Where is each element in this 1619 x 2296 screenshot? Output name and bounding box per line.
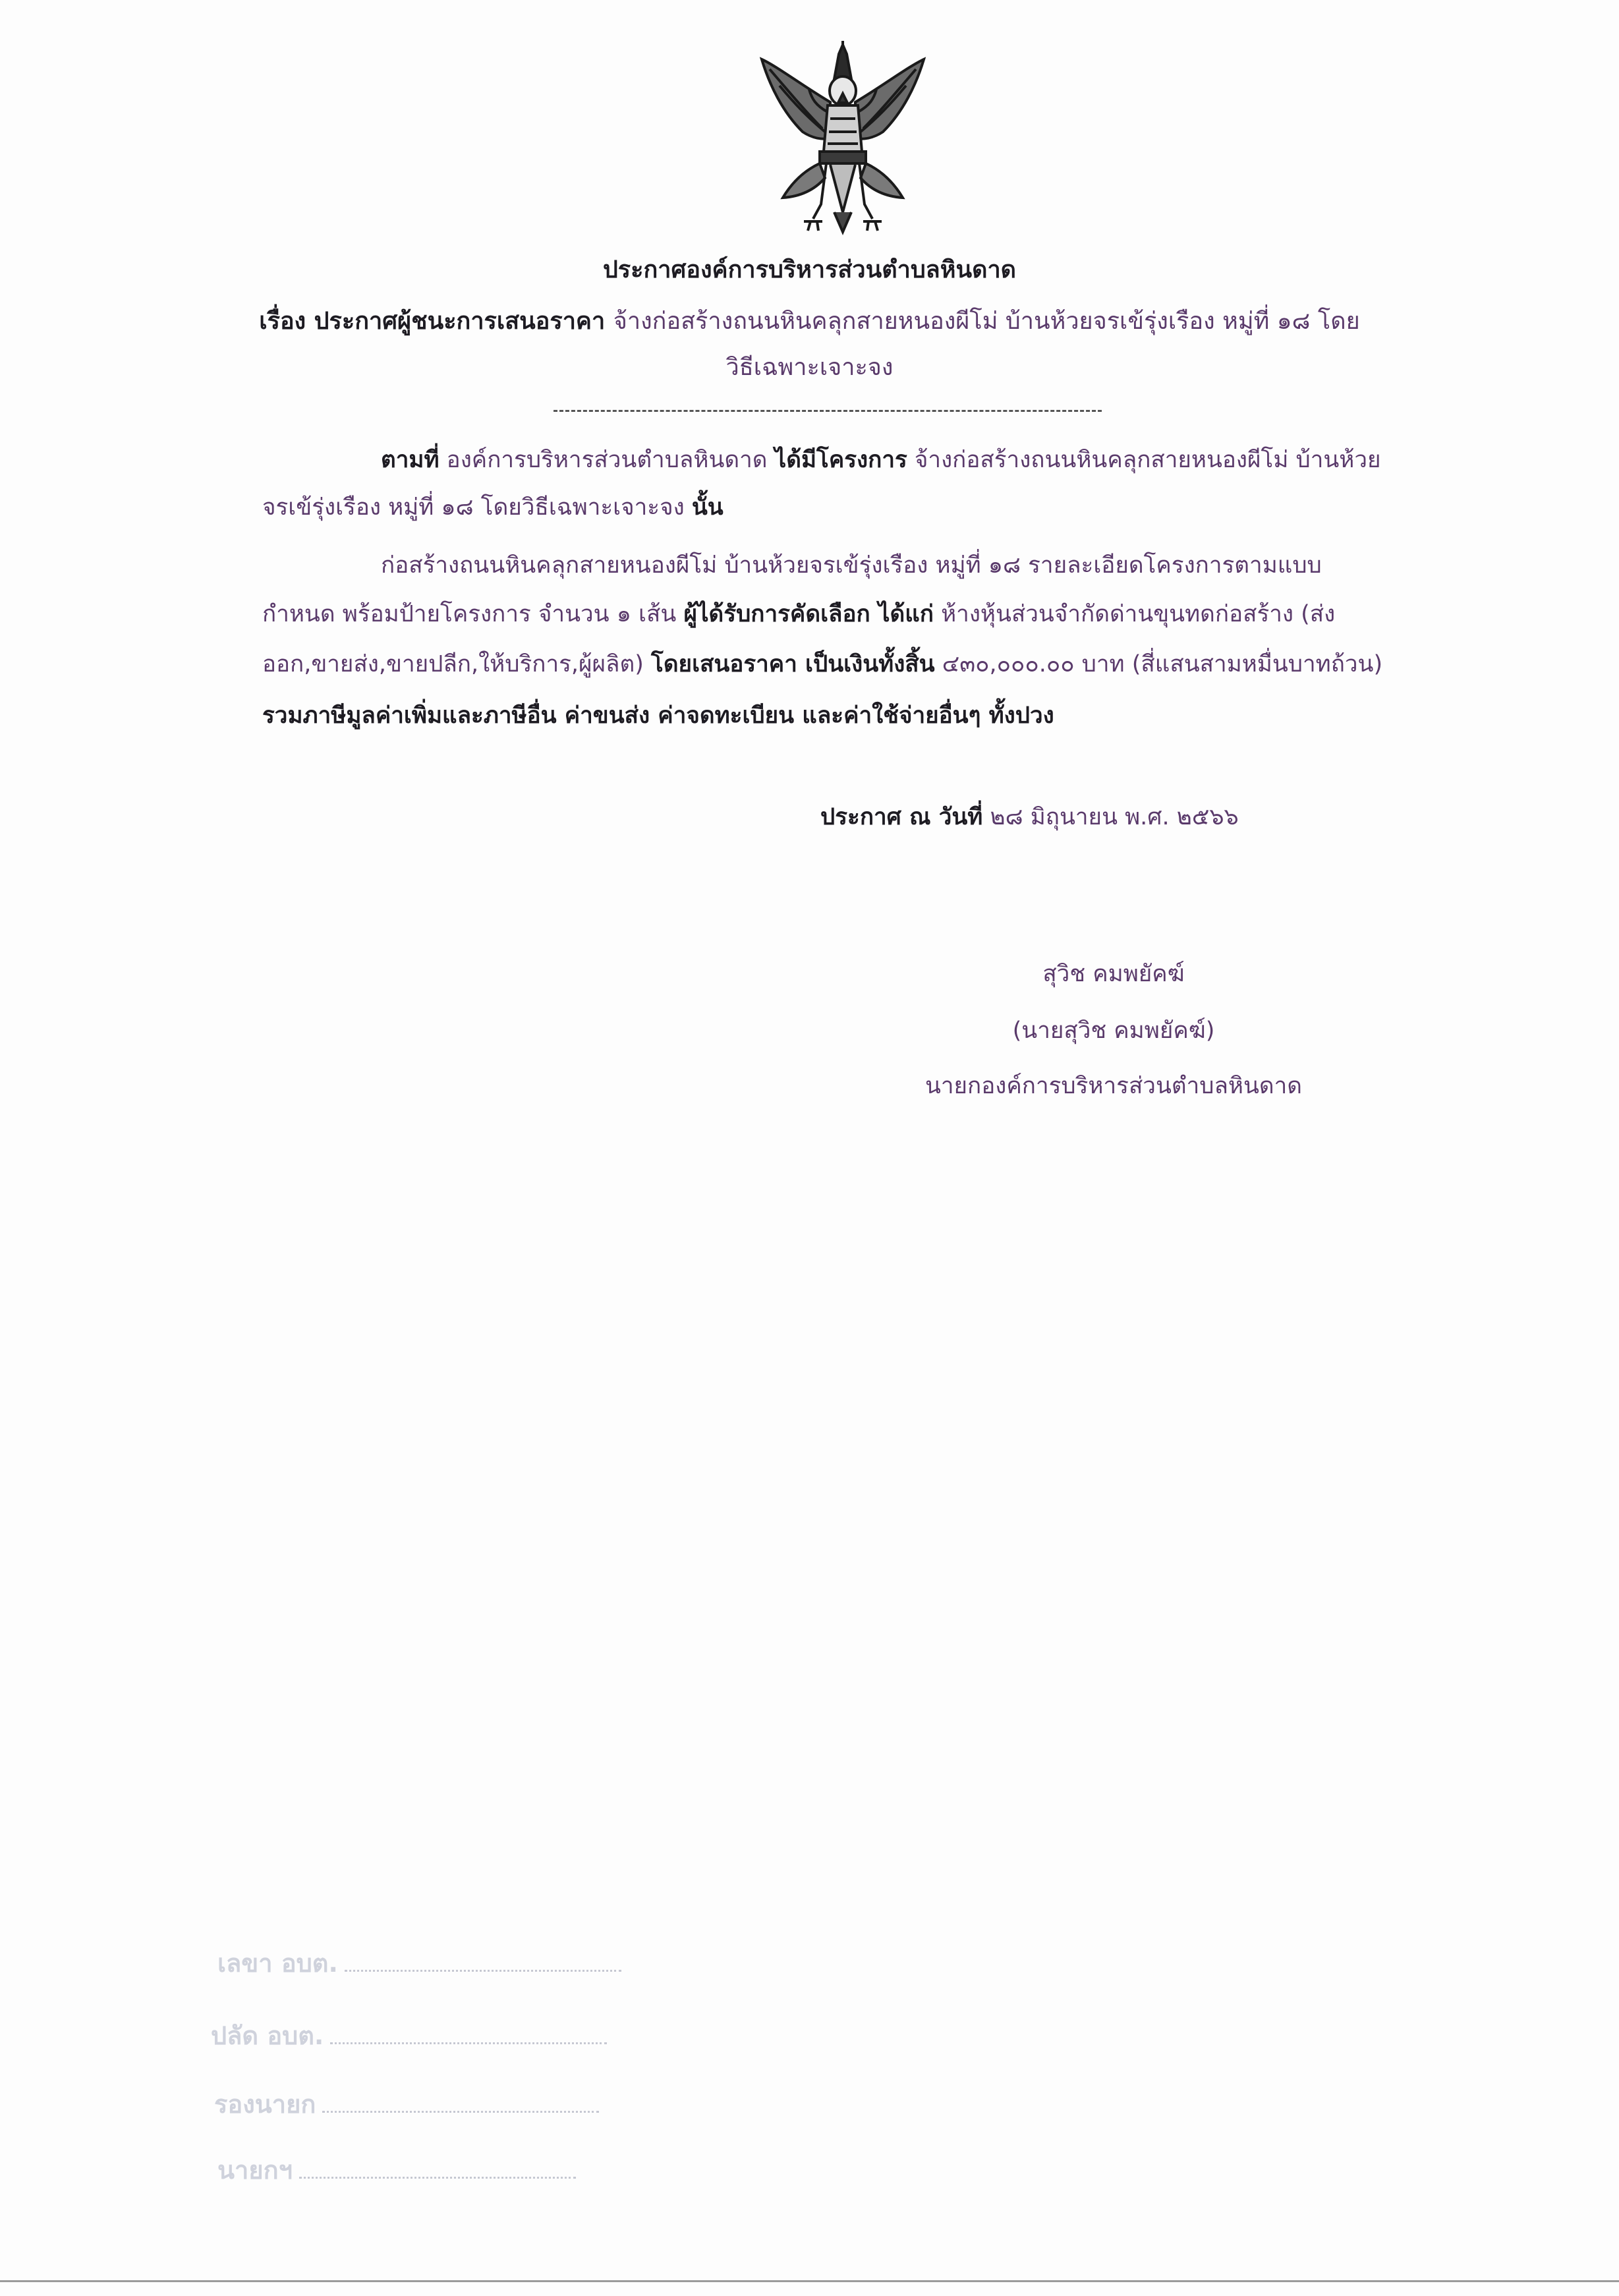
p2-line2-b: ผู้ได้รับการคัดเลือก ได้แก่ (683, 601, 934, 627)
subject-label: เรื่อง ประกาศผู้ชนะการเสนอราคา (259, 308, 606, 335)
dotted-line (345, 1970, 621, 1972)
p1-org: องค์การบริหารส่วนตำบลหินดาด (446, 447, 768, 473)
faint-stamp-line2 (211, 2015, 607, 2055)
separator-line (554, 410, 1102, 412)
subject-text-line1: จ้างก่อสร้างถนนหินคลุกสายหนองผีโม่ บ้านห้วยจรเข้รุ่งเรือง หมู่ที่ ๑๘ โดย (613, 308, 1360, 335)
faint-stamp-line4 (217, 2150, 576, 2190)
signed-name: สุวิช คมพยัคฆ์ (1042, 961, 1185, 987)
garuda-emblem-icon (756, 40, 929, 237)
p2-line3-c: ๔๓๐,๐๐๐.๐๐ บาท (สี่แสนสามหมื่นบาทถ้วน) (942, 651, 1383, 677)
faint-stamp-text3: รองนายก (214, 2090, 316, 2119)
p1-project: จ้างก่อสร้างถนนหินคลุกสายหนองผีโม่ บ้านห้วย (914, 447, 1381, 473)
p2-line3-b: โดยเสนอราคา เป็นเงินทั้งสิ้น (651, 651, 935, 677)
p1-mid: ได้มีโครงการ (774, 447, 907, 473)
dotted-line (322, 2111, 599, 2113)
paragraph1-line1 (381, 445, 1381, 474)
paragraph2-line3 (262, 650, 1382, 679)
p2-line4: รวมภาษีมูลค่าเพิ่มและภาษีอื่น ค่าขนส่ง ค่าจดทะเบียน และค่าใช้จ่ายอื่นๆ ทั้งปวง (262, 703, 1054, 729)
scan-edge-line (0, 2280, 1619, 2282)
p2-line2-c: ห้างหุ้นส่วนจำกัดด่านขุนทดก่อสร้าง (ส่ง (941, 601, 1336, 627)
subject-text-line2: วิธีเฉพาะเจาะจง (725, 354, 894, 381)
document-subject (0, 302, 1619, 339)
signature-name (982, 956, 1245, 992)
faint-stamp-text2: ปลัด อบต. (211, 2021, 324, 2050)
signature-position (883, 1068, 1344, 1104)
faint-stamp-text4: นายกฯ (217, 2156, 293, 2185)
signature-printed-name (982, 1012, 1245, 1048)
dotted-line (299, 2177, 576, 2179)
document-title (0, 250, 1619, 288)
p2-line2-a: กำหนด พร้อมป้ายโครงการ จำนวน ๑ เส้น (262, 601, 677, 627)
paragraph2-line2 (262, 600, 1335, 629)
p1-project-line2: จรเข้รุ่งเรือง หมู่ที่ ๑๘ โดยวิธีเฉพาะเจาะจง (262, 494, 685, 521)
faint-stamp-line1 (217, 1943, 621, 1983)
announcement-date-line (820, 803, 1239, 832)
paragraph2-line4 (262, 701, 1054, 730)
faint-stamp-text1: เลขา อบต. (217, 1949, 338, 1978)
p2-line3-a: ออก,ขายส่ง,ขายปลีก,ให้บริการ,ผู้ผลิต) (262, 651, 644, 677)
announcement-label: ประกาศ ณ วันที่ (820, 804, 983, 830)
p1-lead: ตามที่ (381, 447, 440, 473)
p2-line1: ก่อสร้างถนนหินคลุกสายหนองผีโม่ บ้านห้วยจรเข้รุ่งเรือง หมู่ที่ ๑๘ รายละเอียดโครงการตามแบบ (381, 552, 1322, 579)
paragraph1-line2 (262, 493, 724, 522)
faint-stamp-line3 (214, 2084, 599, 2124)
title-text: ประกาศองค์การบริหารส่วนตำบลหินดาด (602, 256, 1017, 283)
document-subject-line2 (0, 348, 1619, 386)
printed-name: (นายสุวิช คมพยัคฆ์) (1012, 1018, 1215, 1044)
announcement-date: ๒๘ มิถุนายน พ.ศ. ๒๕๖๖ (990, 804, 1239, 830)
dotted-line (330, 2042, 607, 2044)
p1-end: นั้น (691, 494, 724, 521)
paragraph2-line1 (381, 551, 1322, 580)
position-title: นายกองค์การบริหารส่วนตำบลหินดาด (924, 1073, 1303, 1099)
